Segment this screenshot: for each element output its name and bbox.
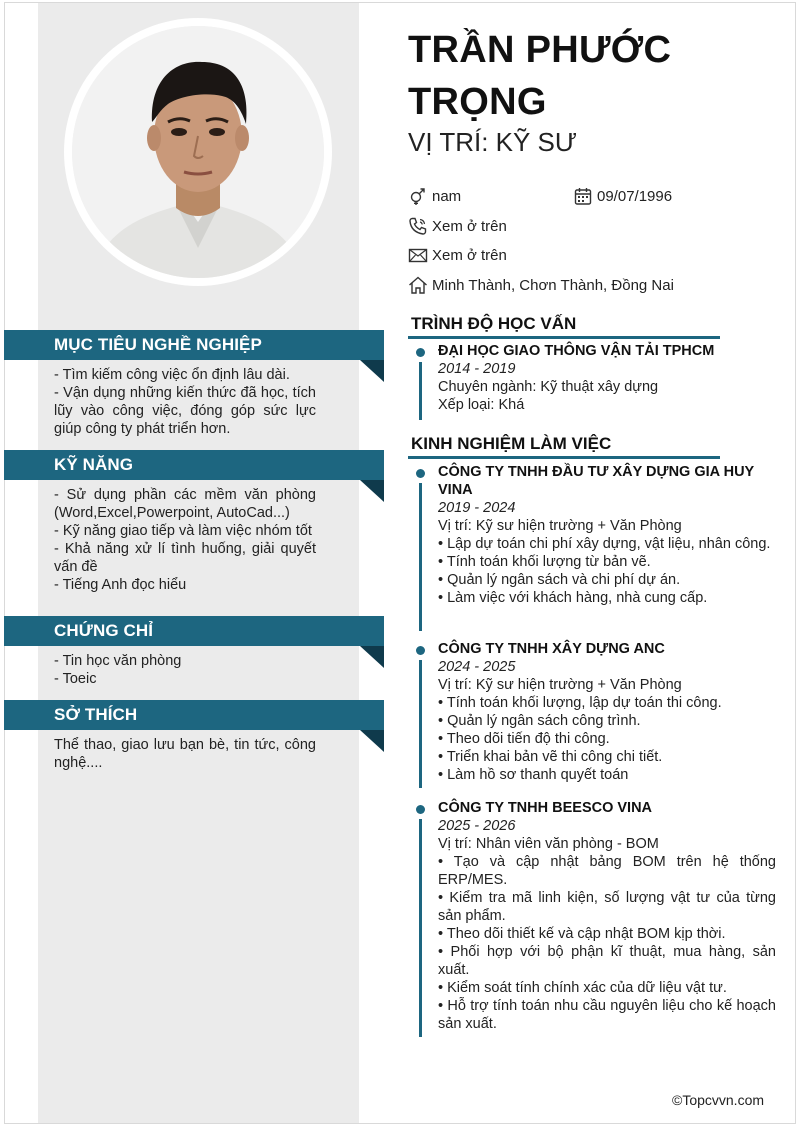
timeline-dot: [416, 805, 425, 814]
job-duty: • Kiểm soát tính chính xác của dữ liệu vật tư.: [438, 980, 727, 996]
skills-section: [4, 450, 384, 594]
job-entry: [416, 463, 778, 607]
job-duty: • Kiểm tra mã linh kiện, số lượng vật tư của từng sản phẩm.: [438, 890, 776, 924]
address-value: Minh Thành, Chơn Thành, Đồng Nai: [432, 276, 674, 294]
ribbon-fold: [360, 360, 384, 382]
email-icon: [408, 245, 428, 265]
ribbon-fold: [360, 730, 384, 752]
job-duty: • Tính toán khối lượng, lập dự toán thi công.: [438, 695, 722, 711]
job-duty: • Theo dõi tiến độ thi công.: [438, 731, 610, 747]
company-name: CÔNG TY TNHH ĐẦU TƯ XÂY DỰNG GIA HUY VINA: [438, 464, 754, 498]
job-role: Vị trí: Kỹ sư hiện trường + Văn Phòng: [438, 677, 682, 693]
education-time: 2014 - 2019: [438, 361, 516, 377]
profile-photo: [64, 18, 332, 286]
job-entry: [416, 640, 778, 784]
address-row: [408, 275, 674, 295]
job-entry: [416, 799, 778, 1033]
job-duty: • Theo dõi thiết kế và cập nhật BOM kịp thời.: [438, 926, 726, 942]
phone-value: Xem ở trên: [432, 217, 507, 235]
section-title: MỤC TIÊU NGHỀ NGHIỆP: [54, 335, 262, 354]
list-item: - Tiếng Anh đọc hiểu: [54, 577, 187, 593]
timeline-line: [419, 483, 422, 631]
full-name: TRẦN PHƯỚC TRỌNG: [408, 29, 672, 123]
birthday-row: [573, 186, 672, 206]
job-duty: • Tính toán khối lượng từ bản vẽ.: [438, 554, 651, 570]
gender-row: [408, 186, 461, 206]
timeline-line: [419, 819, 422, 1037]
email-row: [408, 245, 507, 265]
section-divider: [408, 456, 720, 459]
education-grade: Xếp loại: Khá: [438, 397, 525, 413]
job-duty: • Làm hồ sơ thanh quyết toán: [438, 767, 629, 783]
section-title: CHỨNG CHỈ: [54, 621, 154, 640]
list-item: - Sử dụng phần các mềm văn phòng (Word,Excel,Powerpoint, AutoCad...): [54, 487, 316, 521]
school-name: ĐẠI HỌC GIAO THÔNG VẬN TẢI TPHCM: [438, 343, 715, 359]
section-title: SỞ THÍCH: [54, 705, 138, 724]
timeline-line: [419, 362, 422, 420]
email-value: Xem ở trên: [432, 246, 507, 264]
list-item: - Tìm kiếm công việc ổn định lâu dài.: [54, 367, 290, 383]
list-item: - Vận dụng những kiến thức đã học, tích lũy vào công việc, đóng góp sức lực giúp công ty phát triển hơn.: [54, 385, 316, 437]
timeline-dot: [416, 348, 425, 357]
gender-icon: [408, 186, 428, 206]
gender-value: nam: [432, 187, 462, 205]
job-duty: • Phối hợp với bộ phận kĩ thuật, mua hàng, sản xuất.: [438, 944, 776, 978]
job-duty: • Làm việc với khách hàng, nhà cung cấp.: [438, 590, 708, 606]
job-duty: • Quản lý ngân sách và chi phí dự án.: [438, 572, 681, 588]
job-duty: • Triển khai bản vẽ thi công chi tiết.: [438, 749, 663, 765]
job-time: 2024 - 2025: [438, 659, 516, 675]
timeline-line: [419, 660, 422, 788]
job-duty: • Hỗ trợ tính toán nhu cầu nguyên liệu cho kế hoạch sản xuất.: [438, 998, 776, 1032]
section-title: KỸ NĂNG: [54, 455, 134, 474]
birthday-value: 09/07/1996: [597, 187, 673, 205]
job-time: 2019 - 2024: [438, 500, 516, 516]
job-role: Vị trí: Kỹ sư hiện trường + Văn Phòng: [438, 518, 682, 534]
ribbon-fold: [360, 480, 384, 502]
timeline-dot: [416, 469, 425, 478]
hobbies-section: [4, 700, 384, 772]
certificates-section: [4, 616, 384, 688]
list-item: - Tin học văn phòng: [54, 653, 182, 669]
job-role: Vị trí: Nhân viên văn phòng - BOM: [438, 836, 659, 852]
education-title: TRÌNH ĐỘ HỌC VẤN: [411, 314, 577, 333]
phone-row: [408, 216, 507, 236]
list-item: Thể thao, giao lưu bạn bè, tin tức, công nghệ....: [54, 737, 316, 771]
job-duty: • Quản lý ngân sách công trình.: [438, 713, 641, 729]
job-time: 2025 - 2026: [438, 818, 516, 834]
company-name: CÔNG TY TNHH XÂY DỰNG ANC: [438, 641, 665, 657]
phone-icon: [408, 216, 428, 236]
home-icon: [408, 275, 428, 295]
education-major: Chuyên ngành: Kỹ thuật xây dựng: [438, 379, 659, 395]
job-duty: • Lập dự toán chi phí xây dựng, vật liệu, nhân công.: [438, 536, 771, 552]
avatar: [72, 26, 324, 278]
list-item: - Khả năng xử lí tình huống, giải quyết vấn đề: [54, 541, 316, 575]
section-divider: [408, 336, 720, 339]
education-entry: [416, 342, 778, 414]
objective-section: [4, 330, 384, 438]
ribbon-fold: [360, 646, 384, 668]
job-position: VỊ TRÍ: KỸ SƯ: [408, 127, 578, 157]
list-item: - Toeic: [54, 671, 97, 687]
calendar-icon: [573, 186, 593, 206]
footer-credit: ©Topcvvn.com: [672, 1092, 765, 1108]
list-item: - Kỹ năng giao tiếp và làm việc nhóm tốt: [54, 523, 312, 539]
job-duty: • Tạo và cập nhật bảng BOM trên hệ thống ERP/MES.: [438, 854, 776, 888]
company-name: CÔNG TY TNHH BEESCO VINA: [438, 800, 653, 816]
timeline-dot: [416, 646, 425, 655]
experience-title: KINH NGHIỆM LÀM VIỆC: [411, 434, 612, 453]
